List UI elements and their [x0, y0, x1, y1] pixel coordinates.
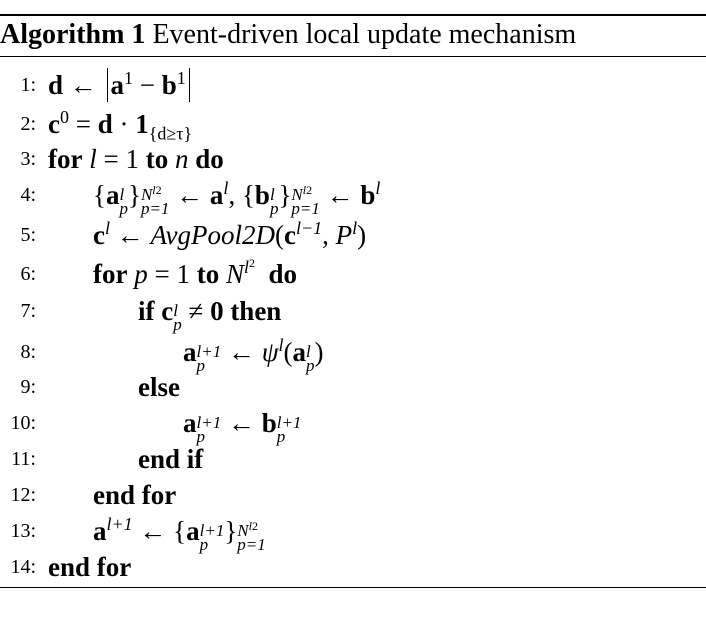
line-number: 11:	[11, 448, 36, 470]
algorithm-label: Algorithm 1	[0, 19, 146, 50]
line-number: 12:	[10, 484, 36, 506]
bottom-rule	[0, 587, 706, 588]
line-number: 1:	[20, 74, 36, 96]
line-content: if c l p ≠ 0 then	[138, 296, 282, 334]
abs-bar-right	[189, 68, 190, 102]
line-content: for l = 1 to n do	[48, 144, 224, 174]
line-content: a l+1 p ← b l+1 p	[183, 408, 302, 446]
line-content: end if	[138, 444, 204, 474]
line-number: 8:	[20, 341, 36, 363]
line-content: for p = 1 to $N^{l^2}$ do	[93, 256, 298, 289]
line-content: $a^{l+1}$ ← {a l+1 p } $N^{l2}$ p=1	[93, 514, 266, 554]
line-number: 5:	[20, 224, 36, 246]
line-content: d ← $a^1 - b^1$	[48, 67, 193, 103]
line-number: 14:	[10, 556, 36, 578]
line-content: else	[138, 372, 180, 402]
line-content: end for	[48, 552, 132, 582]
line-number: 3:	[20, 148, 36, 170]
line-number: 6:	[20, 263, 36, 285]
algorithm-title: Event-driven local update mechanism	[152, 19, 577, 50]
top-rule	[0, 14, 706, 16]
line-number: 2:	[20, 113, 36, 135]
line-content: $c^l$ ← $AvgPool2D(c^{l-1}$, $P^l$)	[93, 218, 367, 250]
line-number: 7:	[20, 300, 36, 322]
line-content: end for	[93, 480, 177, 510]
line-number: 9:	[20, 376, 36, 398]
line-number: 13:	[10, 520, 36, 542]
line-number: 10:	[10, 412, 36, 434]
line-content: $c^0 = d \cdot 1_{\{d\ge\tau\}}$	[48, 107, 193, 144]
line-content: a l+1 p ← $\psi^l(a$ l p )	[183, 335, 324, 375]
caption-rule	[0, 56, 706, 57]
algorithm-caption	[0, 19, 576, 51]
line-number: 4:	[20, 184, 36, 206]
line-content: {a l p } $N^{l2}$ p=1 ← $a^l$, {b l p } $N^{l2}$ p=1 ← $b^l$	[93, 178, 381, 218]
abs-bar-left	[107, 68, 108, 102]
